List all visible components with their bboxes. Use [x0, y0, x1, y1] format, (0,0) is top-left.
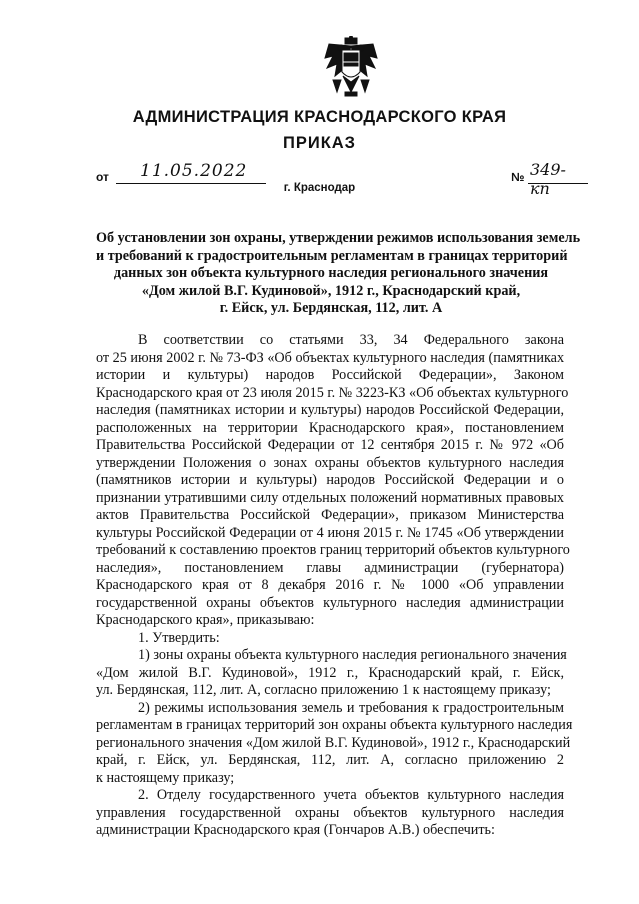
body-text-line: требований к составлению проектов границ территорий объектов культурного — [96, 542, 570, 558]
body-text-line: истории и культуры) народов Российской Федерации», Законом — [96, 367, 564, 383]
body-text-line: Краснодарского края», приказываю: — [96, 612, 315, 628]
body-text-line: расположенных на территории Краснодарского края», постановлением — [96, 419, 564, 436]
body-text-line: регионального значения «Дом жилой В.Г. Кудиновой», 1912 г., Краснодарский — [96, 734, 571, 751]
body-text-line: признании утратившими силу отдельных положений нормативных правовых — [96, 489, 564, 506]
body-text-line: (памятников истории и культуры) народов Российской Федерации и о — [96, 472, 564, 488]
body-text-line: от 25 июня 2002 г. № 73-ФЗ «Об объектах культурного наследия (памятниках — [96, 349, 565, 366]
subject-line: «Дом жилой В.Г. Кудиновой», 1912 г., Краснодарский край, — [141, 282, 521, 299]
city-name: г. Краснодар — [283, 182, 356, 194]
body-text-line: управления государственной охраны объектов культурного наследия — [96, 804, 564, 821]
handwritten-date: 11.05.2022 — [140, 161, 248, 181]
body-text-line: к настоящему приказу; — [96, 769, 235, 786]
body-text-line: актов Правительства Российской Федерации», приказом Министерства — [96, 507, 564, 523]
body-text-line: край, г. Ейск, ул. Бердянская, 112, лит. А, согласно приложению 2 — [96, 752, 564, 768]
body-text-line: «Дом жилой В.Г. Кудиновой», 1912 г., Краснодарский край, г. Ейск, — [96, 664, 564, 681]
date-label: от — [96, 170, 109, 184]
body-text-line: Краснодарского края от 23 июля 2015 г. № 3223-КЗ «Об объектах культурного — [96, 384, 569, 401]
body-text-line: 1. Утвердить: — [138, 629, 220, 646]
coat-of-arms-emblem — [323, 36, 379, 98]
body-text-line: утверждении Положения о зонах охраны объектов культурного наследия — [96, 454, 564, 471]
body-text-line: 2. Отделу государственного учета объектов культурного наследия — [138, 787, 564, 803]
body-text-line: 2) режимы использования земель и требования к градостроительным — [138, 699, 564, 716]
body-text-line: 1) зоны охраны объекта культурного наследия регионального значения — [138, 647, 567, 663]
body-text-line: наследия (памятниках истории и культуры) народов Российской Федерации, — [96, 402, 564, 418]
subject-line: данных зон объекта культурного наследия регионального значения — [113, 265, 549, 281]
body-text-line: государственной охраны объектов культурного наследия администрации — [96, 594, 564, 611]
body-text-line: культуры Российской Федерации от 4 июня 2015 г. № 1745 «Об утверждении — [96, 524, 564, 541]
body-text-line: Правительства Российской Федерации от 12 сентября 2015 г. № 972 «Об — [96, 437, 564, 453]
body-text-line: администрации Краснодарского края (Гончаров А.В.) обеспечить: — [96, 822, 495, 838]
organization-title: АДМИНИСТРАЦИЯ КРАСНОДАРСКОГО КРАЯ — [132, 108, 507, 126]
subject-line: Об установлении зон охраны, утверждении режимов использования земель — [96, 230, 581, 246]
body-text-line: наследия», постановлением главы администрации (губернатора) — [96, 559, 564, 576]
subject-line: и требований к градостроительным регламентам в границах территорий — [96, 247, 568, 264]
order-body — [96, 332, 573, 840]
subject-line: г. Ейск, ул. Бердянская, 112, лит. А — [219, 300, 443, 316]
body-text-line: ул. Бердянская, 112, лит. А, согласно приложению 1 к настоящему приказу; — [96, 682, 551, 698]
handwritten-number: 349-кп — [530, 160, 566, 198]
body-text-line: регламентам в границах территорий зон охраны объекта культурного наследия — [96, 717, 573, 733]
body-text-line: Краснодарского края от 8 декабря 2016 г. № 1000 «Об управлении — [96, 577, 564, 593]
document-type: ПРИКАЗ — [282, 134, 357, 152]
order-subject — [96, 230, 581, 318]
body-text-line: В соответствии со статьями 33, 34 Федерального закона — [138, 332, 564, 348]
number-label: № — [511, 170, 525, 184]
